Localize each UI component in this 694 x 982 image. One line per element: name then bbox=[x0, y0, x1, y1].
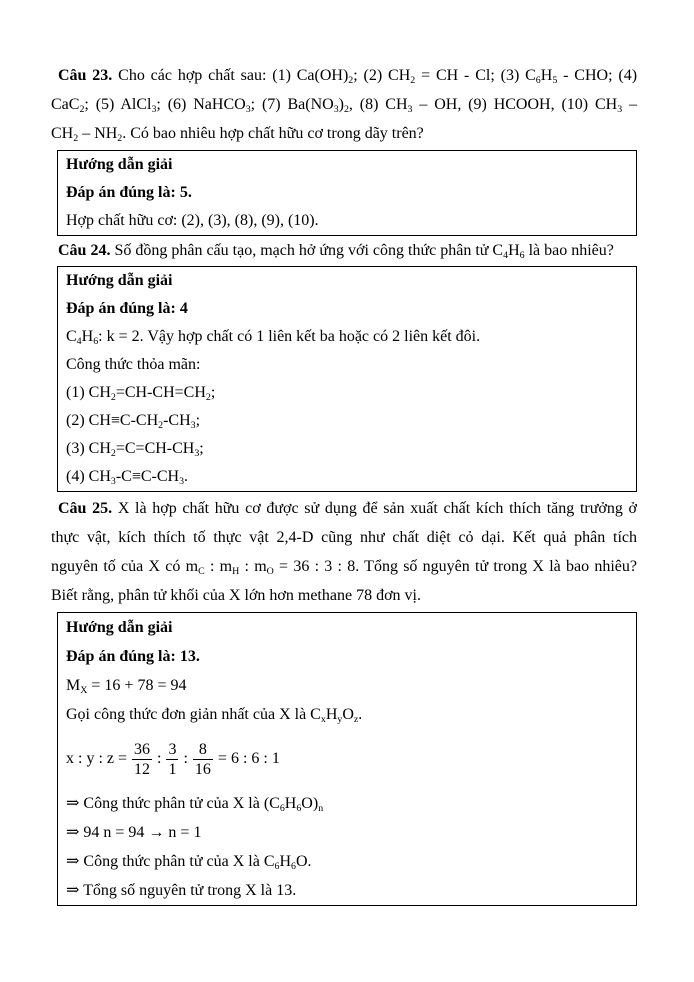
solution-24-formula-3: (3) $CH_2=C=CH-CH_3$; bbox=[66, 440, 204, 459]
question-23-text-1: Cho các hợp chất sau: (1) $Ca(OH)_2$; (2) $CH_2$ = CH - Cl; (3) $C_6H_5$ - CHO; (4) bbox=[112, 67, 638, 86]
solution-box-24 bbox=[57, 266, 637, 492]
solution-25-conclusion-1: ⇒ Công thức phân tử của X là $(C_6H_6O)_n$ bbox=[66, 795, 324, 814]
question-23-line-1 bbox=[51, 61, 637, 90]
solution-25-ratio-equation bbox=[66, 729, 628, 789]
question-25-text-1: X là hợp chất hữu cơ được sử dụng để sản xuất chất kích thích tăng trưởng ở bbox=[112, 500, 638, 517]
solution-23-header: Hướng dẫn giải bbox=[66, 156, 173, 173]
solution-24-formula-1: (1) $CH_2=CH-CH=CH_2$; bbox=[66, 384, 216, 403]
question-24 bbox=[51, 236, 637, 265]
fraction-3 bbox=[193, 740, 213, 779]
solution-25-molar-mass-line: $M_X = 16 + 78 = 94$ bbox=[66, 677, 187, 696]
solution-24-line-2: Công thức thỏa mãn: bbox=[66, 356, 201, 373]
equation-rhs: = 6 : 6 : 1 bbox=[217, 750, 280, 767]
question-25-number-label: Câu 25. bbox=[58, 500, 113, 517]
solution-25-answer: Đáp án đúng là: 13. bbox=[66, 648, 200, 665]
solution-25-conclusion-4: ⇒ Tổng số nguyên tử trong X là 13. bbox=[66, 882, 297, 899]
question-25 bbox=[51, 494, 637, 610]
question-25-line-2: thực vật, kích thích tố thực vật 2,4-D cũng như chất diệt cỏ dại. Kết quả phân tích bbox=[51, 529, 637, 546]
denominator: 1 bbox=[168, 760, 177, 778]
question-25-line-3: nguyên tố của X có $m_C$ : $m_H$ : $m_O = 36$ : 3 : 8. Tổng số nguyên tử trong X là bao nhiêu? bbox=[51, 558, 638, 577]
solution-24-answer: Đáp án đúng là: 4 bbox=[66, 300, 188, 317]
solution-25-conclusion-3: ⇒ Công thức phân tử của X là $C_6H_6O$. bbox=[66, 853, 312, 872]
solution-25-header: Hướng dẫn giải bbox=[66, 619, 173, 636]
question-24-line-1 bbox=[51, 236, 637, 265]
numerator: 3 bbox=[168, 740, 177, 758]
solution-box-23 bbox=[57, 150, 637, 236]
question-25-line-4: Biết rằng, phân tử khối của X lớn hơn methane 78 đơn vị. bbox=[51, 587, 421, 604]
fraction-2 bbox=[166, 740, 178, 779]
denominator: 12 bbox=[134, 760, 151, 778]
solution-24-formula-4: (4) $CH_3-C\equiv C-CH_3$. bbox=[66, 468, 189, 487]
question-25-line-1 bbox=[51, 494, 637, 523]
question-23 bbox=[51, 61, 637, 148]
question-24-text-1: Số đồng phân cấu tạo, mạch hở ứng với công thức phân tử $C_4H_6$ là bao nhiêu? bbox=[110, 242, 614, 261]
solution-23-answer: Đáp án đúng là: 5. bbox=[66, 184, 192, 201]
ratio-separator: : bbox=[183, 750, 188, 767]
solution-23-line-1: Hợp chất hữu cơ: (2), (3), (8), (9), (10). bbox=[66, 212, 319, 229]
question-23-number-label: Câu 23. bbox=[58, 67, 113, 84]
solution-24-line-1: $C_4H_6$: k = 2. Vậy hợp chất có 1 liên kết ba hoặc có 2 liên kết đôi. bbox=[66, 328, 481, 347]
denominator: 16 bbox=[194, 760, 211, 778]
question-24-number-label: Câu 24. bbox=[58, 242, 111, 259]
numerator: 8 bbox=[198, 740, 207, 758]
equation-lhs: x : y : z = bbox=[66, 750, 128, 767]
solution-24-header: Hướng dẫn giải bbox=[66, 272, 173, 289]
solution-24-formula-2: (2) $CH\equiv C-CH_2-CH_3$; bbox=[66, 412, 201, 431]
question-23-line-3: $CH_2 - NH_2$. Có bao nhiêu hợp chất hữu cơ trong dãy trên? bbox=[51, 125, 424, 144]
numerator: 36 bbox=[134, 740, 151, 758]
solution-25-conclusion-2: ⇒ 94 n = 94 → n = 1 bbox=[66, 824, 202, 841]
fraction-1 bbox=[132, 740, 152, 779]
question-23-line-2: CaC$_2$; (5) AlCl$_3$; (6) NaHCO$_3$; (7) $Ba(NO_3)_2$, (8) $CH_3$ – OH, (9) HCOOH, (10) $CH_3$ – bbox=[51, 96, 638, 115]
solution-box-25 bbox=[57, 612, 637, 906]
ratio-separator: : bbox=[157, 750, 162, 767]
solution-25-empirical-formula-line: Gọi công thức đơn giản nhất của X là $C_xH_yO_z$. bbox=[66, 706, 363, 725]
